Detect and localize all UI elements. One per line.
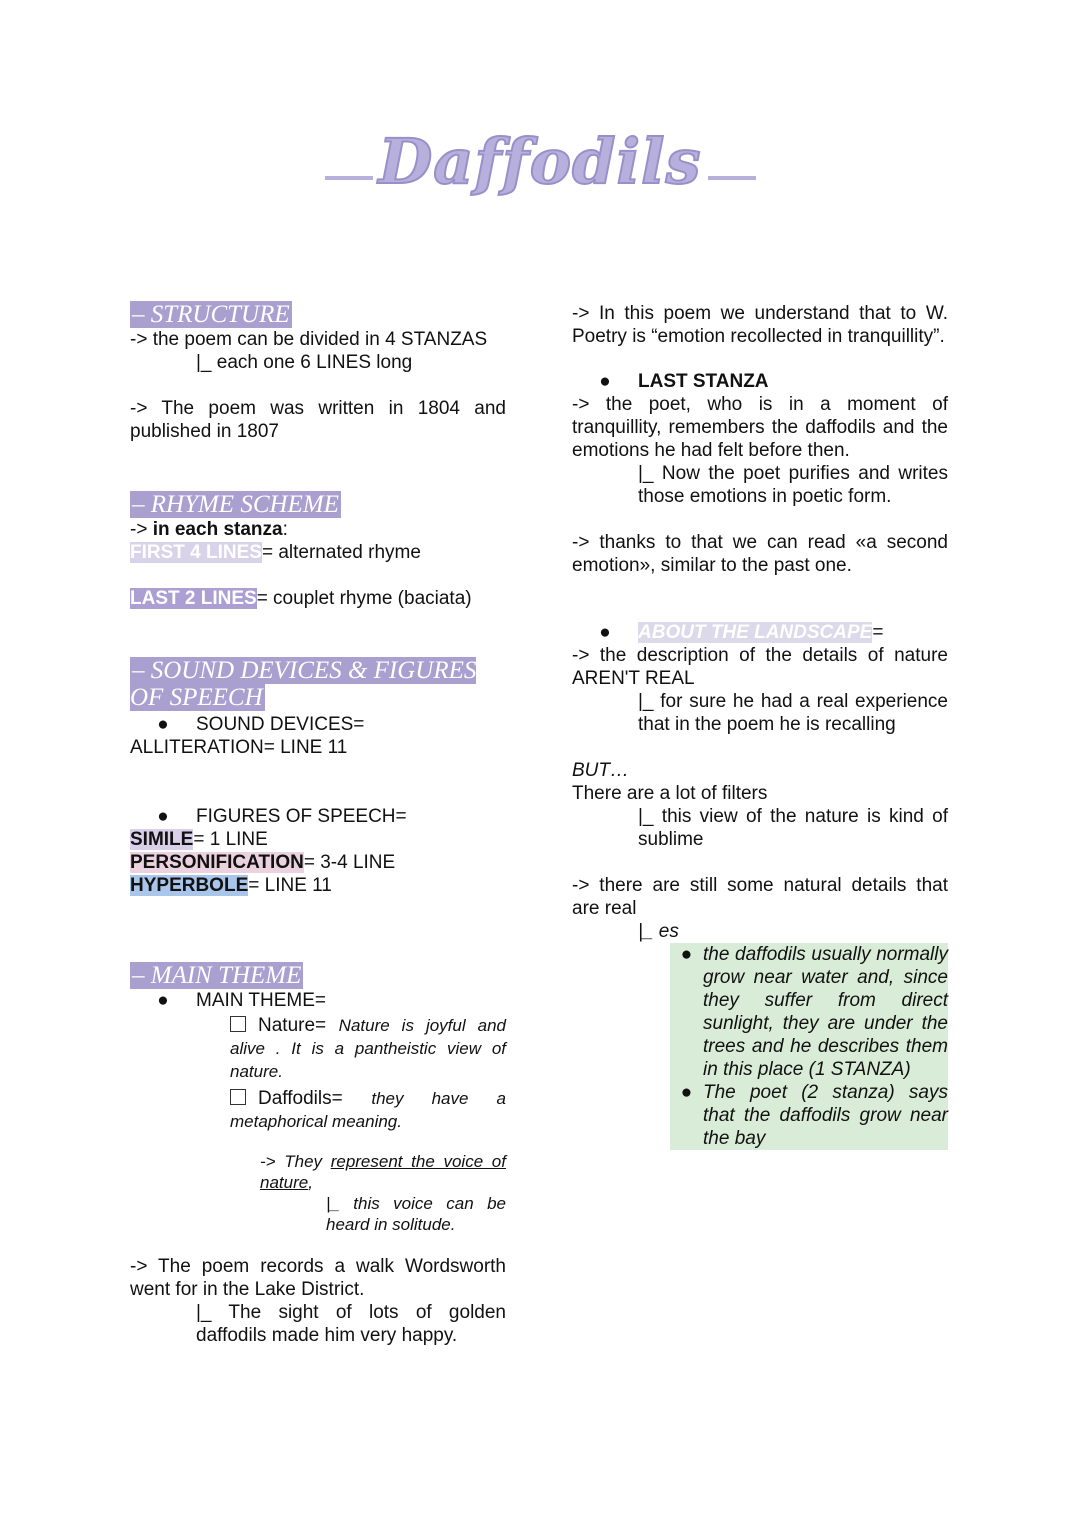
text: -> the description of the details of nature AREN'T REAL	[572, 645, 948, 689]
checkbox[interactable]	[230, 1089, 246, 1105]
text: ● LAST STANZA	[599, 371, 769, 392]
text: = 1 LINE	[193, 829, 268, 850]
highlight: ABOUT THE LANDSCAPE	[638, 622, 873, 643]
text: Nature=	[258, 1015, 327, 1036]
text: represent the voice of nature	[260, 1152, 506, 1192]
text: |_ for sure he had a real experience that in the poem he is recalling	[638, 691, 948, 735]
section-heading: – RHYME SCHEME	[132, 491, 339, 518]
highlight: FIRST 4 LINES	[130, 542, 262, 563]
text: BUT…	[572, 760, 629, 781]
walk-section	[130, 1255, 506, 1347]
rhyme-section	[130, 491, 506, 610]
text: ● MAIN THEME=	[157, 990, 327, 1011]
subheading: LAST STANZA	[638, 371, 769, 392]
text: ● FIGURES OF SPEECH=	[157, 806, 407, 827]
text: |_ this voice can be heard in solitude.	[326, 1194, 506, 1234]
text: -> in each stanza:	[130, 519, 288, 540]
text	[130, 541, 506, 564]
text: = alternated rhyme	[261, 542, 421, 563]
list-item: ● The poet (2 stanza) says that the daffodils grow near the bay	[670, 1081, 948, 1150]
text: The poet (2 stanza) says that the daffodils grow near the bay	[703, 1082, 948, 1149]
section-heading: – SOUND DEVICES & FIGURES OF SPEECH	[130, 657, 477, 711]
text: ALLITERATION= LINE 11	[130, 737, 348, 758]
highlight: LAST 2 LINES	[130, 588, 257, 609]
text: MAIN THEME=	[196, 990, 327, 1011]
text: FIGURES OF SPEECH=	[196, 806, 407, 827]
title-dash-left	[325, 176, 373, 180]
text: Nature is joyful and alive . It is a pantheistic view of nature.	[230, 1016, 506, 1081]
right-column	[572, 302, 948, 1150]
list-item: ● the daffodils usually normally grow near water and, since they suffer from direct sunlight, they are under the trees and he describes them in this place (1 STANZA)	[670, 943, 948, 1081]
text: = 3-4 LINE	[303, 852, 396, 873]
text: the daffodils usually normally grow near water and, since they suffer from direct sunlight, they are under the trees and he describes them in this place (1 STANZA)	[703, 944, 948, 1080]
text: |_ this view of the nature is kind of sublime	[638, 806, 948, 850]
text: -> In this poem we understand that to W. Poetry is “emotion recollected in tranquillity”.	[572, 303, 948, 347]
text: -> The poem records a walk Wordsworth went for in the Lake District.	[130, 1256, 506, 1300]
structure-section	[130, 301, 506, 443]
text: SOUND DEVICES=	[196, 714, 365, 735]
text: |_ es	[638, 921, 679, 942]
sound-section	[130, 657, 506, 897]
text: -> there are still some natural details that are real	[572, 875, 948, 919]
text	[130, 851, 506, 874]
text: |_ The sight of lots of golden daffodils made him very happy.	[196, 1302, 506, 1346]
text: |_ Now the poet purifies and writes those emotions in poetic form.	[638, 463, 948, 507]
text: they have a metaphorical meaning.	[230, 1089, 506, 1131]
text: ● SOUND DEVICES=	[157, 714, 365, 735]
text: |_ each one 6 LINES long	[196, 352, 413, 373]
text: There are a lot of filters	[572, 783, 768, 804]
title-dash-right	[708, 176, 756, 180]
text: in each stanza	[152, 519, 283, 540]
theme-section	[130, 962, 506, 1235]
text: -> the poem can be divided in 4 STANZAS	[130, 329, 488, 350]
page-title: Daffodils	[0, 150, 1080, 189]
text: -> thanks to that we can read «a second emotion», similar to the past one.	[572, 532, 948, 576]
checklist-item	[130, 1087, 506, 1133]
text: -> The poem was written in 1804 and published in 1807	[130, 398, 506, 442]
text: = LINE 11	[248, 875, 332, 896]
highlight: HYPERBOLE	[130, 875, 249, 896]
text: ,	[308, 1173, 313, 1192]
text	[130, 587, 506, 610]
section-heading: – STRUCTURE	[132, 301, 290, 328]
text: =	[872, 622, 884, 643]
section-heading: – MAIN THEME	[132, 962, 302, 989]
text	[130, 1151, 506, 1193]
text	[130, 874, 506, 897]
text: -> the poet, who is in a moment of tranquillity, remembers the daffodils and the emotions he had felt before then.	[572, 394, 948, 461]
text: ->	[130, 519, 153, 540]
checkbox[interactable]	[230, 1016, 246, 1032]
checklist-item	[130, 1014, 506, 1083]
text: Daffodils=	[258, 1088, 343, 1109]
text: = couplet rhyme (baciata)	[256, 588, 472, 609]
highlight: PERSONIFICATION	[130, 852, 304, 873]
text: ● ABOUT THE LANDSCAPE=	[599, 622, 884, 643]
text: -> They	[260, 1152, 331, 1171]
text	[130, 828, 506, 851]
highlight: SIMILE	[130, 829, 194, 850]
